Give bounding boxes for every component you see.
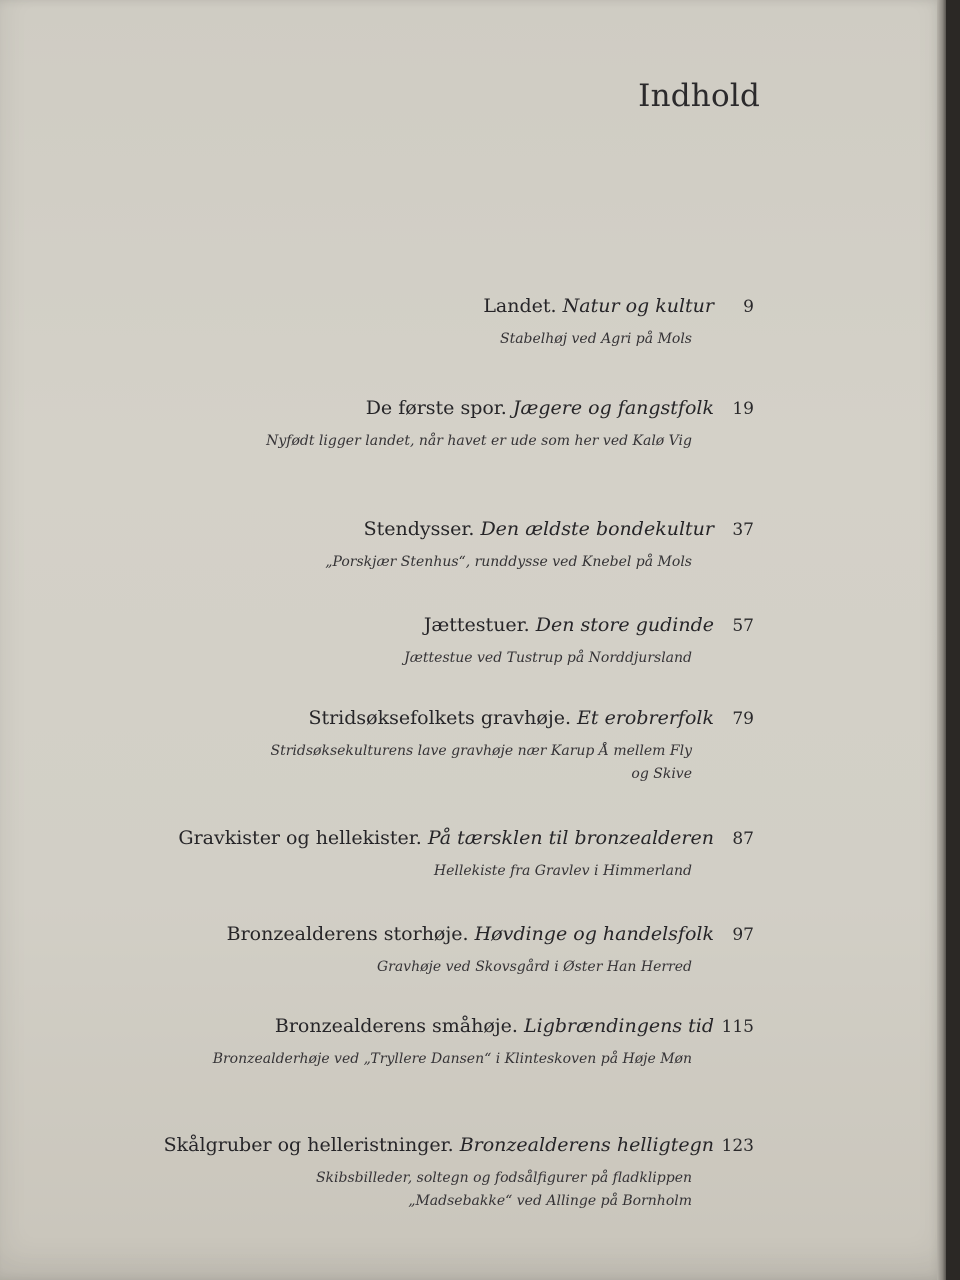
chapter-heading bbox=[308, 706, 714, 730]
illustration-caption: Gravhøje ved Skovsgård i Øster Han Herred bbox=[376, 959, 692, 975]
chapter-title: Landet. bbox=[483, 295, 557, 317]
page-number: 37 bbox=[732, 520, 754, 540]
chapter-subtitle: Bronzealderens helligtegn bbox=[459, 1134, 714, 1156]
chapter-heading bbox=[424, 613, 714, 637]
chapter-title: De første spor. bbox=[365, 397, 507, 419]
page-number: 87 bbox=[732, 829, 754, 849]
chapter-heading bbox=[364, 517, 714, 541]
chapter-subtitle: Natur og kultur bbox=[562, 295, 714, 317]
chapter-subtitle: Ligbrændingens tid bbox=[524, 1015, 714, 1037]
chapter-heading bbox=[164, 1133, 714, 1157]
chapter-subtitle: Jægere og fangstfolk bbox=[512, 397, 714, 419]
chapter-title: Skålgruber og helleristninger. bbox=[163, 1134, 454, 1156]
page-title: Indhold bbox=[638, 78, 760, 114]
chapter-title: Bronzealderens småhøje. bbox=[274, 1015, 518, 1037]
page-number: 57 bbox=[732, 616, 754, 636]
page-number: 79 bbox=[732, 709, 754, 729]
chapter-heading bbox=[483, 294, 714, 318]
page-number: 19 bbox=[732, 399, 754, 419]
chapter-subtitle: Den store gudinde bbox=[535, 614, 714, 636]
chapter-subtitle: Høvdinge og handelsfolk bbox=[474, 923, 714, 945]
chapter-heading bbox=[366, 396, 714, 420]
chapter-title: Stridsøksefolkets gravhøje. bbox=[308, 707, 571, 729]
illustration-caption: Nyfødt ligger landet, når havet er ude som her ved Kalø Vig bbox=[266, 433, 692, 449]
page-number: 97 bbox=[732, 925, 754, 945]
illustration-caption: Bronzealderhøje ved „Tryllere Dansen“ i Klinteskoven på Høje Møn bbox=[212, 1051, 692, 1067]
chapter-subtitle: Et erobrerfolk bbox=[577, 707, 714, 729]
page-number: 9 bbox=[743, 297, 754, 317]
chapter-title: Stendysser. bbox=[363, 518, 475, 540]
illustration-caption: Stabelhøj ved Agri på Mols bbox=[499, 331, 692, 347]
illustration-caption: Hellekiste fra Gravlev i Himmerland bbox=[433, 863, 692, 879]
illustration-caption: Stridsøksekulturens lave gravhøje nær Karup Å mellem Fly og Skive bbox=[270, 743, 692, 782]
chapter-subtitle: På tærsklen til bronzealderen bbox=[427, 827, 714, 849]
chapter-heading bbox=[178, 826, 714, 850]
chapter-heading bbox=[275, 1014, 714, 1038]
page-edge bbox=[937, 0, 946, 1280]
chapter-title: Gravkister og hellekister. bbox=[178, 827, 422, 849]
page-number: 115 bbox=[721, 1017, 754, 1037]
chapter-subtitle: Den ældste bondekultur bbox=[480, 518, 714, 540]
page-number: 123 bbox=[721, 1136, 754, 1156]
illustration-caption: „Porskjær Stenhus“, runddysse ved Knebel på Mols bbox=[325, 554, 692, 570]
illustration-caption: Skibsbilleder, soltegn og fodsålfigurer på fladklippen „Madsebakke“ ved Allinge på Bornholm bbox=[315, 1170, 692, 1209]
chapter-heading bbox=[227, 922, 714, 946]
illustration-caption: Jættestue ved Tustrup på Norddjursland bbox=[404, 650, 692, 666]
chapter-title: Jættestuer. bbox=[423, 614, 530, 636]
chapter-title: Bronzealderens storhøje. bbox=[226, 923, 469, 945]
